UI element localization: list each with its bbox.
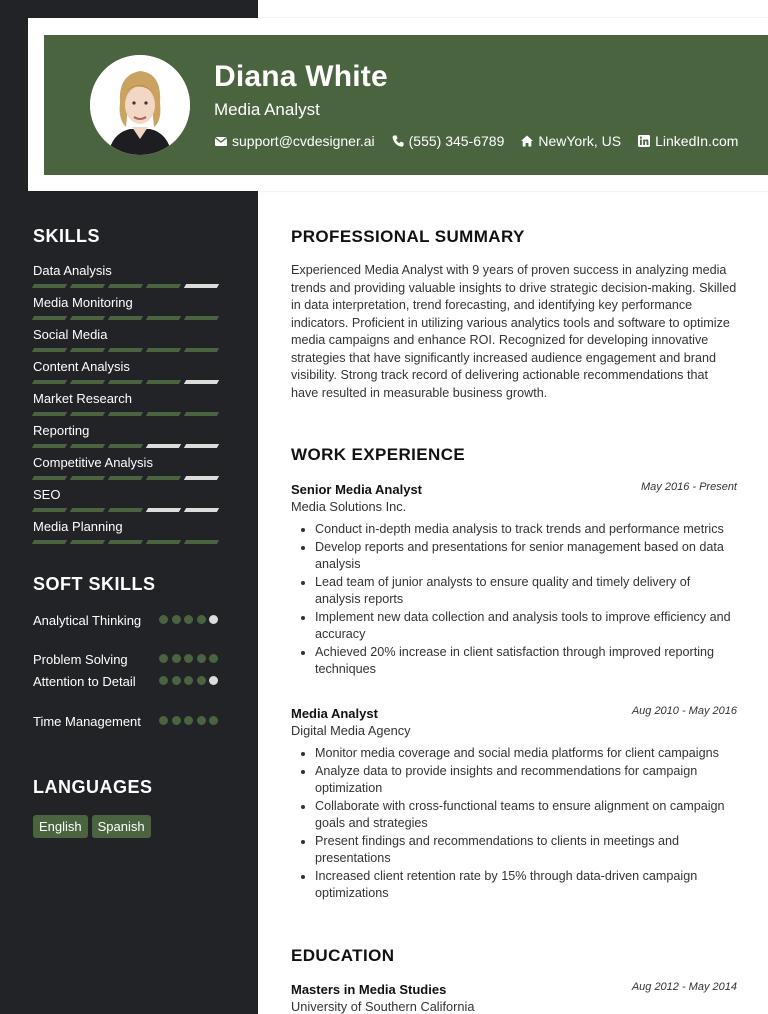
job-date: May 2016 - Present	[641, 481, 737, 493]
skill-item	[33, 295, 223, 320]
skill-item	[33, 263, 223, 288]
skill-level-segment	[32, 412, 67, 416]
skill-level-segment	[184, 508, 219, 512]
skill-level-segment	[146, 348, 181, 352]
contact-email[interactable]	[214, 133, 375, 149]
rating-dot	[184, 615, 193, 624]
skill-level-segment	[108, 476, 143, 480]
rating-dot	[197, 676, 206, 685]
skill-level-segment	[32, 284, 67, 288]
skill-level-segment	[70, 380, 105, 384]
rating-dot	[197, 615, 206, 624]
skill-level-segment	[32, 316, 67, 320]
rating-dot	[172, 716, 181, 725]
skill-level-segment	[32, 508, 67, 512]
skills-heading: SKILLS	[33, 226, 101, 246]
rating-dot	[197, 716, 206, 725]
skill-level-bar	[33, 508, 223, 512]
skill-level-segment	[108, 316, 143, 320]
language-badge: English	[33, 815, 88, 838]
soft-skill-rating	[159, 654, 222, 663]
job-date: Aug 2010 - May 2016	[631, 705, 737, 717]
skill-level-segment	[108, 444, 143, 448]
skill-level-segment	[184, 284, 219, 288]
job-bullet: • Analyze data to provide insights and recommendations for campaign optimization	[315, 763, 737, 798]
job-bullet: • Increased client retention rate by 15% through data-driven campaign optimizations	[315, 868, 737, 903]
skill-level-segment	[70, 348, 105, 352]
skill-level-bar	[33, 284, 223, 288]
job-entry	[291, 705, 737, 903]
rating-dot	[172, 615, 181, 624]
summary-text: Experienced Media Analyst with 9 years of proven success in analyzing media trends and providing valuable insights to drive strategic decision-making. Skilled in data interpretation, trend forecasting, and identifying key performance indicators. Proficient in utilizing various analytics tools and software to optimize media campaigns and enhance ROI. Recognized for developing innovative strategies that have significantly increased audience engagement and brand visibility. Strong track record of delivering actionable recommendations that have resulted in measurable business growth.	[291, 263, 737, 400]
skill-name: SEO	[33, 487, 61, 502]
rating-dot	[197, 654, 206, 663]
skill-level-segment	[184, 380, 219, 384]
job-bullets	[291, 745, 737, 903]
education-entry	[291, 981, 737, 1014]
skill-item	[33, 519, 223, 544]
job-bullet: • Achieved 20% increase in client satisfaction through improved reporting techniques	[315, 644, 737, 679]
skill-item	[33, 359, 223, 384]
skill-level-segment	[108, 540, 143, 544]
rating-dot	[172, 654, 181, 663]
skill-level-segment	[184, 540, 219, 544]
skill-level-segment	[70, 476, 105, 480]
rating-dot	[159, 654, 168, 663]
skill-name: Media Monitoring	[33, 295, 133, 310]
summary-heading: PROFESSIONAL SUMMARY	[291, 227, 525, 246]
languages-list	[33, 815, 155, 838]
rating-dot	[184, 676, 193, 685]
skill-level-segment	[70, 508, 105, 512]
skill-level-segment	[32, 348, 67, 352]
skill-level-bar	[33, 444, 223, 448]
skill-level-segment	[108, 380, 143, 384]
contact-row	[214, 133, 754, 149]
soft-skill-rating	[159, 676, 222, 685]
contact-location	[520, 133, 621, 149]
phone-icon	[391, 134, 405, 148]
skill-level-segment	[184, 476, 219, 480]
soft-skill-item	[33, 673, 223, 690]
job-bullet: • Lead team of junior analysts to ensure quality and timely delivery of analysis reports	[315, 574, 737, 609]
languages-heading: LANGUAGES	[33, 777, 153, 797]
skill-name: Social Media	[33, 327, 108, 342]
skill-item	[33, 391, 223, 416]
rating-dot	[159, 615, 168, 624]
job-company: Digital Media Agency	[291, 723, 411, 738]
skill-level-segment	[184, 412, 219, 416]
job-role: Media Analyst	[291, 706, 378, 721]
job-bullet: • Present findings and recommendations to clients in meetings and presentations	[315, 833, 737, 868]
avatar	[90, 55, 190, 155]
skill-level-bar	[33, 380, 223, 384]
skill-name: Market Research	[33, 391, 132, 406]
rating-dot	[209, 615, 218, 624]
education-heading: EDUCATION	[291, 946, 395, 965]
skill-level-segment	[146, 380, 181, 384]
contact-phone[interactable]	[391, 133, 505, 149]
skill-level-segment	[108, 284, 143, 288]
candidate-name: Diana White	[214, 60, 388, 93]
contact-email-text: support@cvdesigner.ai	[232, 133, 375, 149]
skill-level-bar	[33, 412, 223, 416]
rating-dot	[159, 716, 168, 725]
contact-phone-text: (555) 345-6789	[408, 133, 505, 149]
skill-name: Content Analysis	[33, 359, 130, 374]
skill-level-segment	[70, 412, 105, 416]
soft-skill-name: Analytical Thinking	[33, 613, 142, 628]
skill-name: Media Planning	[33, 519, 123, 534]
soft-skill-item	[33, 612, 223, 629]
job-entry	[291, 481, 737, 679]
linkedin-icon	[637, 134, 651, 148]
education-date: Aug 2012 - May 2014	[631, 981, 737, 993]
job-company: Media Solutions Inc.	[291, 499, 407, 514]
rating-dot	[184, 654, 193, 663]
skill-level-bar	[33, 348, 223, 352]
skill-level-segment	[108, 348, 143, 352]
soft-skill-name: Attention to Detail	[33, 674, 136, 689]
skill-level-segment	[70, 444, 105, 448]
language-badge: Spanish	[92, 815, 151, 838]
soft-skill-rating	[159, 615, 222, 624]
candidate-title: Media Analyst	[214, 100, 320, 119]
rating-dot	[159, 676, 168, 685]
skill-name: Reporting	[33, 423, 90, 438]
skill-level-segment	[184, 444, 219, 448]
skill-level-segment	[70, 540, 105, 544]
soft-skill-item	[33, 651, 223, 668]
skill-level-segment	[70, 284, 105, 288]
soft-skill-rating	[159, 716, 222, 725]
job-bullet: • Monitor media coverage and social media platforms for client campaigns	[315, 745, 737, 763]
job-bullets	[291, 521, 737, 679]
education-degree: Masters in Media Studies	[291, 982, 447, 997]
skill-level-segment	[32, 380, 67, 384]
skill-level-segment	[32, 444, 67, 448]
skill-level-segment	[108, 412, 143, 416]
skill-level-segment	[146, 316, 181, 320]
skill-level-segment	[32, 476, 67, 480]
rating-dot	[209, 654, 218, 663]
home-icon	[520, 134, 534, 148]
contact-linkedin[interactable]	[637, 133, 738, 149]
rating-dot	[209, 676, 218, 685]
skill-level-segment	[146, 284, 181, 288]
skill-level-segment	[146, 412, 181, 416]
rating-dot	[184, 716, 193, 725]
skill-item	[33, 455, 223, 480]
soft-skill-name: Time Management	[33, 714, 141, 729]
skill-level-bar	[33, 316, 223, 320]
job-bullet: • Conduct in-depth media analysis to track trends and performance metrics	[315, 521, 737, 539]
skill-level-bar	[33, 476, 223, 480]
skill-item	[33, 487, 223, 512]
skill-level-segment	[146, 540, 181, 544]
skill-name: Data Analysis	[33, 263, 112, 278]
soft-skill-item	[33, 713, 223, 730]
soft-skill-name: Problem Solving	[33, 652, 128, 667]
skill-level-segment	[146, 508, 181, 512]
profile-photo	[90, 55, 190, 155]
skill-level-segment	[32, 540, 67, 544]
contact-location-text: NewYork, US	[538, 133, 622, 149]
experience-heading: WORK EXPERIENCE	[291, 445, 466, 464]
contact-linkedin-text: LinkedIn.com	[655, 133, 739, 149]
email-icon	[214, 134, 228, 148]
skill-level-segment	[108, 508, 143, 512]
skill-item	[33, 423, 223, 448]
job-bullet: • Develop reports and presentations for senior management based on data analysis	[315, 539, 737, 574]
education-school: University of Southern California	[291, 999, 475, 1014]
job-bullet: • Collaborate with cross-functional teams to ensure alignment on campaign goals and strategies	[315, 798, 737, 833]
job-bullet: • Implement new data collection and analysis tools to improve efficiency and accuracy	[315, 609, 737, 644]
skill-level-segment	[184, 316, 219, 320]
soft-skills-heading: SOFT SKILLS	[33, 574, 156, 594]
skill-name: Competitive Analysis	[33, 455, 153, 470]
skill-level-bar	[33, 540, 223, 544]
skill-item	[33, 327, 223, 352]
rating-dot	[172, 676, 181, 685]
skill-level-segment	[146, 444, 181, 448]
skill-level-segment	[146, 476, 181, 480]
rating-dot	[209, 716, 218, 725]
skill-level-segment	[70, 316, 105, 320]
job-role: Senior Media Analyst	[291, 482, 422, 497]
skill-level-segment	[184, 348, 219, 352]
